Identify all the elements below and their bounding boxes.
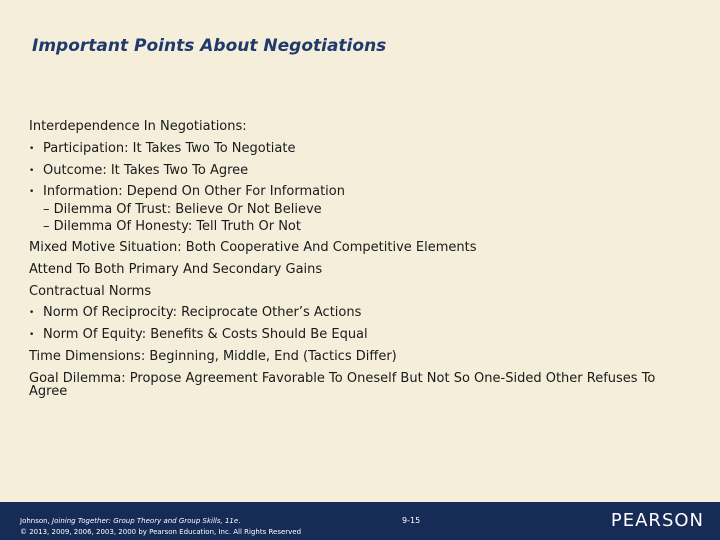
bullet-item <box>29 141 295 157</box>
footer-bar <box>0 502 720 540</box>
bullet-icon: • <box>29 330 35 340</box>
bullet-icon: • <box>29 166 35 176</box>
footer-citation <box>20 516 301 538</box>
body-line: Attend To Both Primary And Secondary Gains <box>29 262 323 277</box>
body-line: Mixed Motive Situation: Both Cooperative And Competitive Elements <box>29 240 477 255</box>
bullet-text: Participation: It Takes Two To Negotiate <box>43 141 296 156</box>
bullet-item <box>29 327 368 343</box>
copyright-line: © 2013, 2009, 2006, 2003, 2000 by Pearson Education, Inc. All Rights Reserved <box>20 528 302 536</box>
bullet-icon: • <box>29 144 35 154</box>
citation-line <box>20 516 301 527</box>
bullet-text: Norm Of Reciprocity: Reciprocate Other’s Actions <box>43 305 362 320</box>
citation-book-suffix: . <box>238 517 241 525</box>
citation-author: Johnson, <box>20 517 53 525</box>
bullet-text: Outcome: It Takes Two To Agree <box>43 163 249 178</box>
bullet-item <box>29 305 361 321</box>
bullet-text: Information: Depend On Other For Information <box>43 184 345 199</box>
page-number: 9-15 <box>402 516 421 525</box>
bullet-text: Norm Of Equity: Benefits & Costs Should Be Equal <box>43 327 368 342</box>
slide-title: Important Points About Negotiations <box>32 36 387 56</box>
bullet-icon: • <box>29 187 35 197</box>
body-line: Interdependence In Negotiations: <box>29 119 247 134</box>
bullet-item <box>29 163 248 179</box>
citation-book-title: Joining Together: Group Theory and Group Skills, 11e <box>52 517 239 525</box>
sub-item: – Dilemma Of Honesty: Tell Truth Or Not <box>43 219 301 234</box>
body-line: Time Dimensions: Beginning, Middle, End (Tactics Differ) <box>29 349 397 364</box>
body-line: Goal Dilemma: Propose Agreement Favorable To Oneself But Not So One-Sided Other Refuses To Agree <box>29 371 656 399</box>
body-line: Contractual Norms <box>29 284 152 299</box>
bullet-icon: • <box>29 308 35 318</box>
bullet-item <box>29 184 345 200</box>
sub-item: – Dilemma Of Trust: Believe Or Not Believe <box>43 202 322 217</box>
pearson-logo: PEARSON <box>610 510 704 531</box>
